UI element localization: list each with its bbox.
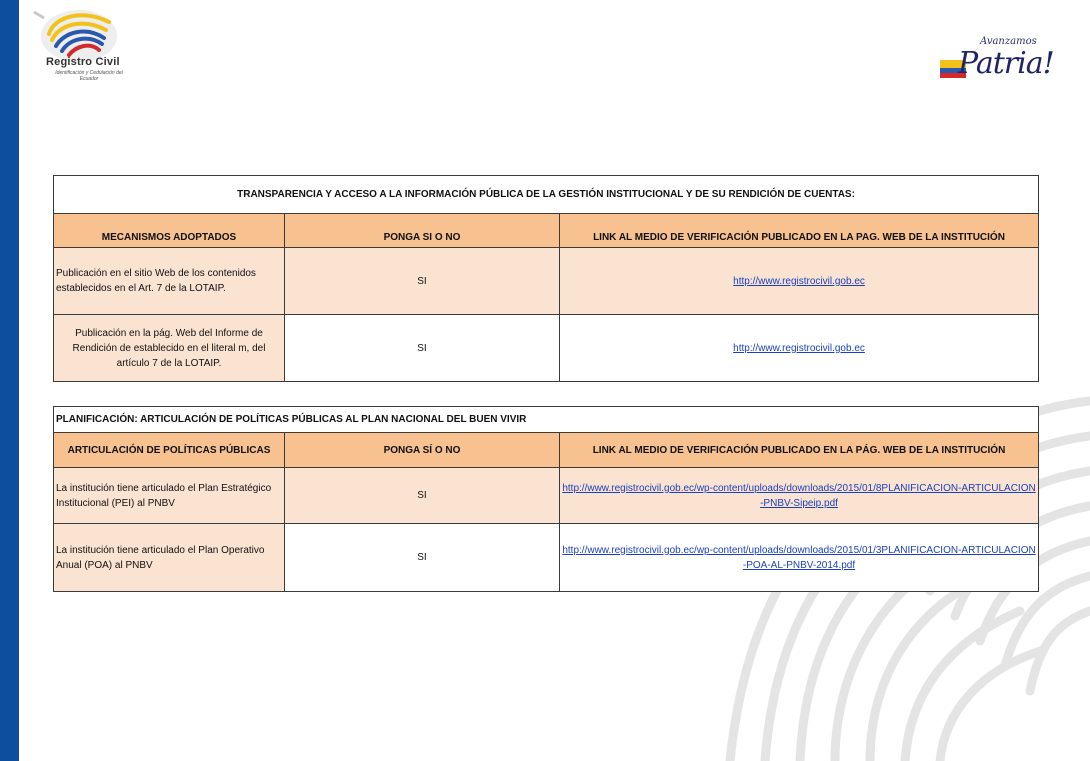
- table-row: [54, 524, 1039, 592]
- verification-link[interactable]: http://www.registrocivil.gob.ec: [733, 342, 865, 354]
- verification-link[interactable]: http://www.registrocivil.gob.ec/wp-content/uploads/downloads/2015/01/3PLANIFICACION-ARTICULACION-POA-AL-PNBV-2014.pdf: [562, 544, 1036, 571]
- logo-right-big: Patria!: [958, 46, 1054, 81]
- articulacion-cell: La institución tiene articulado el Plan Operativo Anual (POA) al PNBV: [54, 524, 285, 592]
- transparencia-title: TRANSPARENCIA Y ACCESO A LA INFORMACIÓN PÚBLICA DE LA GESTIÓN INSTITUCIONAL Y DE SU RENDICIÓN DE CUENTAS:: [54, 176, 1039, 214]
- header-link: LINK AL MEDIO DE VERIFICACIÓN PUBLICADO EN LA PAG. WEB DE LA INSTITUCIÓN: [560, 214, 1039, 248]
- planificacion-table: [53, 406, 1039, 592]
- table-row: [54, 315, 1039, 382]
- table-header-row: [54, 214, 1039, 248]
- avanzamos-patria-logo: [938, 36, 1054, 90]
- link-cell: [560, 248, 1039, 315]
- header-articulacion: ARTICULACIÓN DE POLÍTICAS PÚBLICAS: [54, 433, 285, 468]
- fingerprint-flag-icon: [24, 4, 134, 64]
- logo-left-title: Registro Civil: [46, 56, 120, 68]
- logo-right-small: Avanzamos: [980, 36, 1037, 47]
- respuesta-cell: SI: [285, 315, 560, 382]
- header-link: LINK AL MEDIO DE VERIFICACIÓN PUBLICADO EN LA PÁG. WEB DE LA INSTITUCIÓN: [560, 433, 1039, 468]
- mecanismo-cell: Publicación en la pág. Web del Informe de Rendición de establecido en el literal m, del artículo 7 de la LOTAIP.: [54, 315, 285, 382]
- link-cell: [560, 524, 1039, 592]
- registro-civil-logo: [24, 4, 134, 100]
- header-ponga-si-no: PONGA SÍ O NO: [285, 433, 560, 468]
- table-title-row: [54, 176, 1039, 214]
- table-row: [54, 248, 1039, 315]
- header-ponga-si-no: PONGA SI O NO: [285, 214, 560, 248]
- left-accent-bar: [0, 0, 19, 761]
- planificacion-title: PLANIFICACIÓN: ARTICULACIÓN DE POLÍTICAS PÚBLICAS AL PLAN NACIONAL DEL BUEN VIVIR: [54, 407, 1039, 433]
- logo-left-subtitle: Identificación y Cedulación del Ecuador: [55, 70, 123, 82]
- table-header-row: [54, 433, 1039, 468]
- verification-link[interactable]: http://www.registrocivil.gob.ec: [733, 275, 865, 287]
- mecanismo-cell: Publicación en el sitio Web de los contenidos establecidos en el Art. 7 de la LOTAIP.: [54, 248, 285, 315]
- table-row: [54, 468, 1039, 524]
- link-cell: [560, 315, 1039, 382]
- respuesta-cell: SI: [285, 248, 560, 315]
- header-mecanismos: MECANISMOS ADOPTADOS: [54, 214, 285, 248]
- table-title-row: [54, 407, 1039, 433]
- verification-link[interactable]: http://www.registrocivil.gob.ec/wp-content/uploads/downloads/2015/01/8PLANIFICACION-ARTICULACION-PNBV-Sipeip.pdf: [562, 482, 1036, 509]
- link-cell: [560, 468, 1039, 524]
- transparencia-table: [53, 175, 1039, 382]
- respuesta-cell: SI: [285, 524, 560, 592]
- articulacion-cell: La institución tiene articulado el Plan Estratégico Institucional (PEI) al PNBV: [54, 468, 285, 524]
- respuesta-cell: SI: [285, 468, 560, 524]
